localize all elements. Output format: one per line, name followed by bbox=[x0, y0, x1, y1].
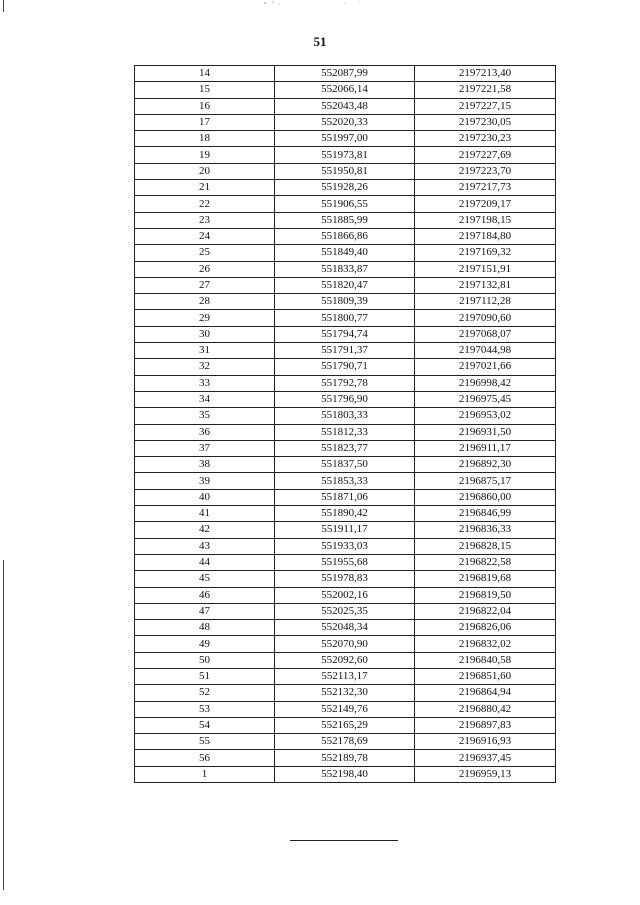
x-coordinate-cell: 551871,06 bbox=[275, 489, 415, 505]
table-row bbox=[135, 408, 556, 424]
x-coordinate-cell: 551955,68 bbox=[275, 554, 415, 570]
table-row bbox=[135, 424, 556, 440]
y-coordinate-cell: 2196819,50 bbox=[415, 587, 556, 603]
point-number-cell: 30 bbox=[135, 326, 275, 342]
y-coordinate-cell: 2196911,17 bbox=[415, 440, 556, 456]
x-coordinate-cell: 551833,87 bbox=[275, 261, 415, 277]
table-row bbox=[135, 163, 556, 179]
table-row bbox=[135, 310, 556, 326]
point-number-cell: 36 bbox=[135, 424, 275, 440]
point-number-cell: 28 bbox=[135, 294, 275, 310]
y-coordinate-cell: 2197221,58 bbox=[415, 82, 556, 98]
x-coordinate-cell: 552048,34 bbox=[275, 620, 415, 636]
table-row bbox=[135, 538, 556, 554]
point-number-cell: 16 bbox=[135, 98, 275, 114]
table-row bbox=[135, 294, 556, 310]
point-number-cell: 35 bbox=[135, 408, 275, 424]
x-coordinate-cell: 552002,16 bbox=[275, 587, 415, 603]
x-coordinate-cell: 552165,29 bbox=[275, 717, 415, 733]
table-row bbox=[135, 636, 556, 652]
table-row bbox=[135, 147, 556, 163]
y-coordinate-cell: 2197169,32 bbox=[415, 245, 556, 261]
y-coordinate-cell: 2197227,69 bbox=[415, 147, 556, 163]
point-number-cell: 53 bbox=[135, 701, 275, 717]
x-coordinate-cell: 551997,00 bbox=[275, 131, 415, 147]
point-number-cell: 40 bbox=[135, 489, 275, 505]
point-number-cell: 56 bbox=[135, 750, 275, 766]
x-coordinate-cell: 551812,33 bbox=[275, 424, 415, 440]
table-row bbox=[135, 375, 556, 391]
table-row bbox=[135, 473, 556, 489]
table-row bbox=[135, 82, 556, 98]
table-row bbox=[135, 114, 556, 130]
footer-rule bbox=[290, 840, 398, 841]
x-coordinate-cell: 552070,90 bbox=[275, 636, 415, 652]
x-coordinate-cell: 552113,17 bbox=[275, 668, 415, 684]
point-number-cell: 46 bbox=[135, 587, 275, 603]
x-coordinate-cell: 551800,77 bbox=[275, 310, 415, 326]
table-row bbox=[135, 212, 556, 228]
x-coordinate-cell: 552020,33 bbox=[275, 114, 415, 130]
point-number-cell: 43 bbox=[135, 538, 275, 554]
y-coordinate-cell: 2197217,73 bbox=[415, 180, 556, 196]
y-coordinate-cell: 2196998,42 bbox=[415, 375, 556, 391]
x-coordinate-cell: 552043,48 bbox=[275, 98, 415, 114]
x-coordinate-cell: 552198,40 bbox=[275, 766, 415, 782]
table-row bbox=[135, 66, 556, 82]
x-coordinate-cell: 551950,81 bbox=[275, 163, 415, 179]
table-row bbox=[135, 261, 556, 277]
point-number-cell: 41 bbox=[135, 506, 275, 522]
x-coordinate-cell: 552066,14 bbox=[275, 82, 415, 98]
table-row bbox=[135, 326, 556, 342]
scan-edge-line-bottom bbox=[3, 560, 4, 890]
x-coordinate-cell: 551933,03 bbox=[275, 538, 415, 554]
x-coordinate-cell: 551890,42 bbox=[275, 506, 415, 522]
table-row bbox=[135, 196, 556, 212]
point-number-cell: 50 bbox=[135, 652, 275, 668]
point-number-cell: 44 bbox=[135, 554, 275, 570]
scan-artifact bbox=[255, 0, 375, 6]
point-number-cell: 52 bbox=[135, 685, 275, 701]
x-coordinate-cell: 551796,90 bbox=[275, 391, 415, 407]
y-coordinate-cell: 2196892,30 bbox=[415, 457, 556, 473]
point-number-cell: 26 bbox=[135, 261, 275, 277]
table-row bbox=[135, 228, 556, 244]
table-row bbox=[135, 750, 556, 766]
table-row bbox=[135, 620, 556, 636]
y-coordinate-cell: 2197090,60 bbox=[415, 310, 556, 326]
point-number-cell: 47 bbox=[135, 603, 275, 619]
y-coordinate-cell: 2196822,04 bbox=[415, 603, 556, 619]
table-row bbox=[135, 522, 556, 538]
x-coordinate-cell: 551853,33 bbox=[275, 473, 415, 489]
table-row bbox=[135, 98, 556, 114]
point-number-cell: 31 bbox=[135, 343, 275, 359]
point-number-cell: 37 bbox=[135, 440, 275, 456]
y-coordinate-cell: 2196937,45 bbox=[415, 750, 556, 766]
x-coordinate-cell: 551809,39 bbox=[275, 294, 415, 310]
y-coordinate-cell: 2196864,94 bbox=[415, 685, 556, 701]
y-coordinate-cell: 2196860,00 bbox=[415, 489, 556, 505]
table-row bbox=[135, 457, 556, 473]
table-row bbox=[135, 343, 556, 359]
point-number-cell: 32 bbox=[135, 359, 275, 375]
x-coordinate-cell: 551823,77 bbox=[275, 440, 415, 456]
table-row bbox=[135, 734, 556, 750]
x-coordinate-cell: 552025,35 bbox=[275, 603, 415, 619]
table-row bbox=[135, 506, 556, 522]
x-coordinate-cell: 551803,33 bbox=[275, 408, 415, 424]
table-row bbox=[135, 587, 556, 603]
y-coordinate-cell: 2197068,07 bbox=[415, 326, 556, 342]
y-coordinate-cell: 2197021,66 bbox=[415, 359, 556, 375]
table-row bbox=[135, 489, 556, 505]
x-coordinate-cell: 551792,78 bbox=[275, 375, 415, 391]
table-row bbox=[135, 131, 556, 147]
x-coordinate-cell: 552087,99 bbox=[275, 66, 415, 82]
y-coordinate-cell: 2196916,93 bbox=[415, 734, 556, 750]
table-row bbox=[135, 766, 556, 782]
y-coordinate-cell: 2197044,98 bbox=[415, 343, 556, 359]
y-coordinate-cell: 2197223,70 bbox=[415, 163, 556, 179]
point-number-cell: 18 bbox=[135, 131, 275, 147]
page-number: 51 bbox=[313, 34, 327, 49]
x-coordinate-cell: 552189,78 bbox=[275, 750, 415, 766]
x-coordinate-cell: 552149,76 bbox=[275, 701, 415, 717]
x-coordinate-cell: 551885,99 bbox=[275, 212, 415, 228]
point-number-cell: 15 bbox=[135, 82, 275, 98]
y-coordinate-cell: 2197227,15 bbox=[415, 98, 556, 114]
y-coordinate-cell: 2196828,15 bbox=[415, 538, 556, 554]
y-coordinate-cell: 2197132,81 bbox=[415, 277, 556, 293]
table-row bbox=[135, 685, 556, 701]
point-number-cell: 34 bbox=[135, 391, 275, 407]
y-coordinate-cell: 2196819,68 bbox=[415, 571, 556, 587]
y-coordinate-cell: 2196953,02 bbox=[415, 408, 556, 424]
point-number-cell: 19 bbox=[135, 147, 275, 163]
point-number-cell: 29 bbox=[135, 310, 275, 326]
table-row bbox=[135, 391, 556, 407]
y-coordinate-cell: 2197209,17 bbox=[415, 196, 556, 212]
y-coordinate-cell: 2196880,42 bbox=[415, 701, 556, 717]
point-number-cell: 54 bbox=[135, 717, 275, 733]
scan-edge-line-top bbox=[3, 0, 4, 12]
table-row bbox=[135, 180, 556, 196]
point-number-cell: 27 bbox=[135, 277, 275, 293]
table-row bbox=[135, 603, 556, 619]
point-number-cell: 14 bbox=[135, 66, 275, 82]
x-coordinate-cell: 552092,60 bbox=[275, 652, 415, 668]
x-coordinate-cell: 551820,47 bbox=[275, 277, 415, 293]
y-coordinate-cell: 2197230,05 bbox=[415, 114, 556, 130]
y-coordinate-cell: 2196851,60 bbox=[415, 668, 556, 684]
table-row bbox=[135, 571, 556, 587]
y-coordinate-cell: 2196875,17 bbox=[415, 473, 556, 489]
y-coordinate-cell: 2197184,80 bbox=[415, 228, 556, 244]
point-number-cell: 39 bbox=[135, 473, 275, 489]
x-coordinate-cell: 551928,26 bbox=[275, 180, 415, 196]
x-coordinate-cell: 551973,81 bbox=[275, 147, 415, 163]
y-coordinate-cell: 2197198,15 bbox=[415, 212, 556, 228]
y-coordinate-cell: 2196826,06 bbox=[415, 620, 556, 636]
y-coordinate-cell: 2197213,40 bbox=[415, 66, 556, 82]
table-row bbox=[135, 652, 556, 668]
y-coordinate-cell: 2196846,99 bbox=[415, 506, 556, 522]
point-number-cell: 23 bbox=[135, 212, 275, 228]
x-coordinate-cell: 551849,40 bbox=[275, 245, 415, 261]
y-coordinate-cell: 2196975,45 bbox=[415, 391, 556, 407]
table-row bbox=[135, 277, 556, 293]
point-number-cell: 21 bbox=[135, 180, 275, 196]
y-coordinate-cell: 2196832,02 bbox=[415, 636, 556, 652]
point-number-cell: 25 bbox=[135, 245, 275, 261]
point-number-cell: 48 bbox=[135, 620, 275, 636]
y-coordinate-cell: 2196836,33 bbox=[415, 522, 556, 538]
x-coordinate-cell: 552132,30 bbox=[275, 685, 415, 701]
point-number-cell: 38 bbox=[135, 457, 275, 473]
point-number-cell: 17 bbox=[135, 114, 275, 130]
table-row bbox=[135, 554, 556, 570]
y-coordinate-cell: 2196959,13 bbox=[415, 766, 556, 782]
y-coordinate-cell: 2196897,83 bbox=[415, 717, 556, 733]
table-row bbox=[135, 440, 556, 456]
coordinates-table bbox=[134, 65, 556, 783]
table-row bbox=[135, 668, 556, 684]
x-coordinate-cell: 551790,71 bbox=[275, 359, 415, 375]
y-coordinate-cell: 2197151,91 bbox=[415, 261, 556, 277]
point-number-cell: 51 bbox=[135, 668, 275, 684]
table-row bbox=[135, 701, 556, 717]
table-row bbox=[135, 245, 556, 261]
x-coordinate-cell: 552178,69 bbox=[275, 734, 415, 750]
point-number-cell: 20 bbox=[135, 163, 275, 179]
point-number-cell: 24 bbox=[135, 228, 275, 244]
point-number-cell: 55 bbox=[135, 734, 275, 750]
coordinates-table-body bbox=[135, 66, 556, 783]
point-number-cell: 22 bbox=[135, 196, 275, 212]
y-coordinate-cell: 2196840,58 bbox=[415, 652, 556, 668]
point-number-cell: 49 bbox=[135, 636, 275, 652]
y-coordinate-cell: 2196822,58 bbox=[415, 554, 556, 570]
point-number-cell: 33 bbox=[135, 375, 275, 391]
table-row bbox=[135, 359, 556, 375]
point-number-cell: 1 bbox=[135, 766, 275, 782]
x-coordinate-cell: 551911,17 bbox=[275, 522, 415, 538]
y-coordinate-cell: 2196931,50 bbox=[415, 424, 556, 440]
x-coordinate-cell: 551794,74 bbox=[275, 326, 415, 342]
y-coordinate-cell: 2197112,28 bbox=[415, 294, 556, 310]
x-coordinate-cell: 551837,50 bbox=[275, 457, 415, 473]
point-number-cell: 45 bbox=[135, 571, 275, 587]
x-coordinate-cell: 551791,37 bbox=[275, 343, 415, 359]
x-coordinate-cell: 551978,83 bbox=[275, 571, 415, 587]
point-number-cell: 42 bbox=[135, 522, 275, 538]
table-row bbox=[135, 717, 556, 733]
x-coordinate-cell: 551866,86 bbox=[275, 228, 415, 244]
y-coordinate-cell: 2197230,23 bbox=[415, 131, 556, 147]
x-coordinate-cell: 551906,55 bbox=[275, 196, 415, 212]
